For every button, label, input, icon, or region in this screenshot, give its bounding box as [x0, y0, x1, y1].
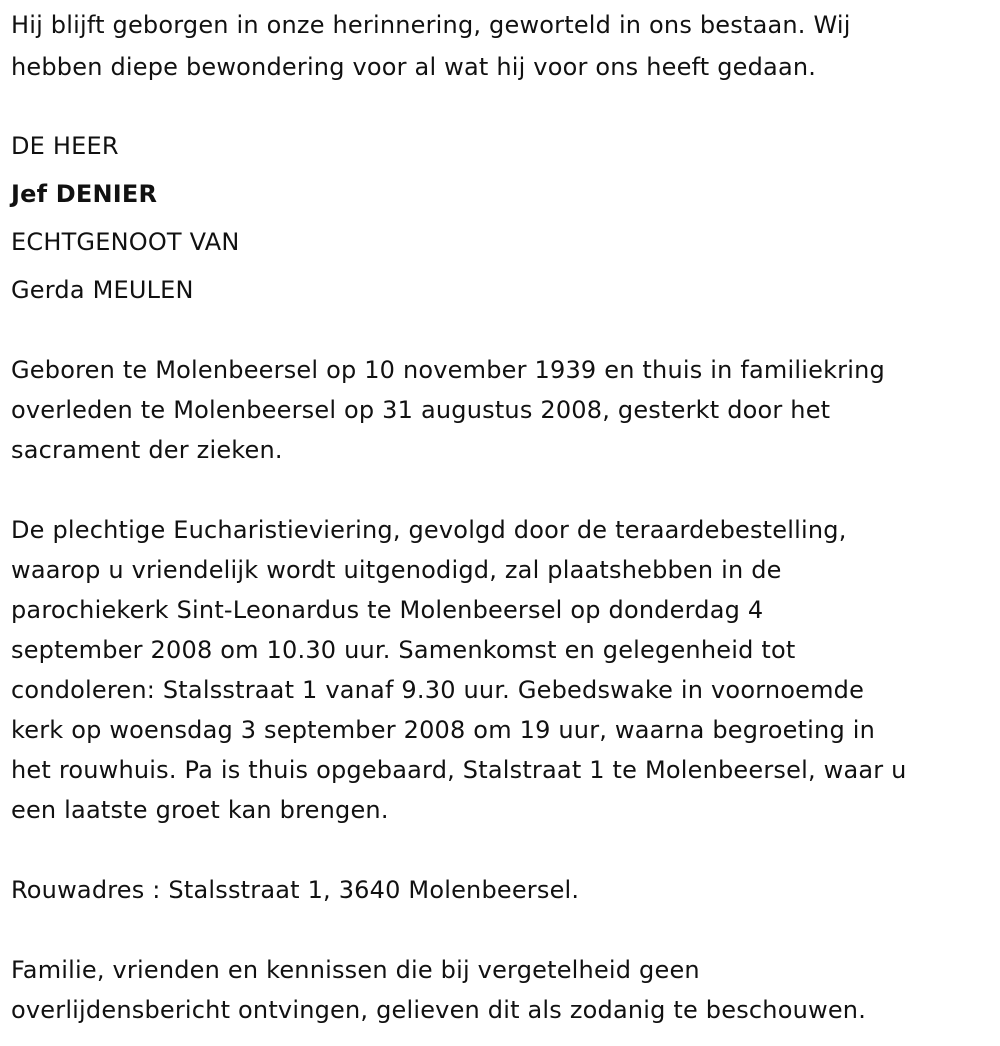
spouse-name: Gerda MEULEN — [11, 276, 194, 304]
relation-label: ECHTGENOOT VAN — [11, 228, 240, 256]
ceremony-line: De plechtige Eucharistieviering, gevolgd door de teraardebestelling, — [11, 516, 847, 544]
ceremony-line: een laatste groet kan brengen. — [11, 796, 389, 824]
ceremony-line: september 2008 om 10.30 uur. Samenkomst en gelegenheid tot — [11, 636, 796, 664]
ceremony-line: parochiekerk Sint-Leonardus te Molenbeersel op donderdag 4 — [11, 596, 764, 624]
intro-line: hebben diepe bewondering voor al wat hij voor ons heeft gedaan. — [11, 53, 817, 81]
closing-line: overlijdensbericht ontvingen, gelieven dit als zodanig te beschouwen. — [11, 996, 867, 1024]
ceremony-line: condoleren: Stalsstraat 1 vanaf 9.30 uur. Gebedswake in voornoemde — [11, 676, 865, 704]
ceremony-line: het rouwhuis. Pa is thuis opgebaard, Stalstraat 1 te Molenbeersel, waar u — [11, 756, 907, 784]
intro-line: Hij blijft geborgen in onze herinnering, geworteld in ons bestaan. Wij — [11, 11, 851, 39]
title-prefix: DE HEER — [11, 132, 119, 160]
birth-death-line: Geboren te Molenbeersel op 10 november 1939 en thuis in familiekring — [11, 356, 885, 384]
birth-death-line: overleden te Molenbeersel op 31 augustus 2008, gesterkt door het — [11, 396, 831, 424]
closing-line: Familie, vrienden en kennissen die bij vergetelheid geen — [11, 956, 700, 984]
deceased-name: Jef DENIER — [11, 180, 158, 208]
birth-death-line: sacrament der zieken. — [11, 436, 283, 464]
ceremony-line: kerk op woensdag 3 september 2008 om 19 uur, waarna begroeting in — [11, 716, 876, 744]
ceremony-line: waarop u vriendelijk wordt uitgenodigd, zal plaatshebben in de — [11, 556, 782, 584]
mourning-address: Rouwadres : Stalsstraat 1, 3640 Molenbeersel. — [11, 876, 580, 904]
